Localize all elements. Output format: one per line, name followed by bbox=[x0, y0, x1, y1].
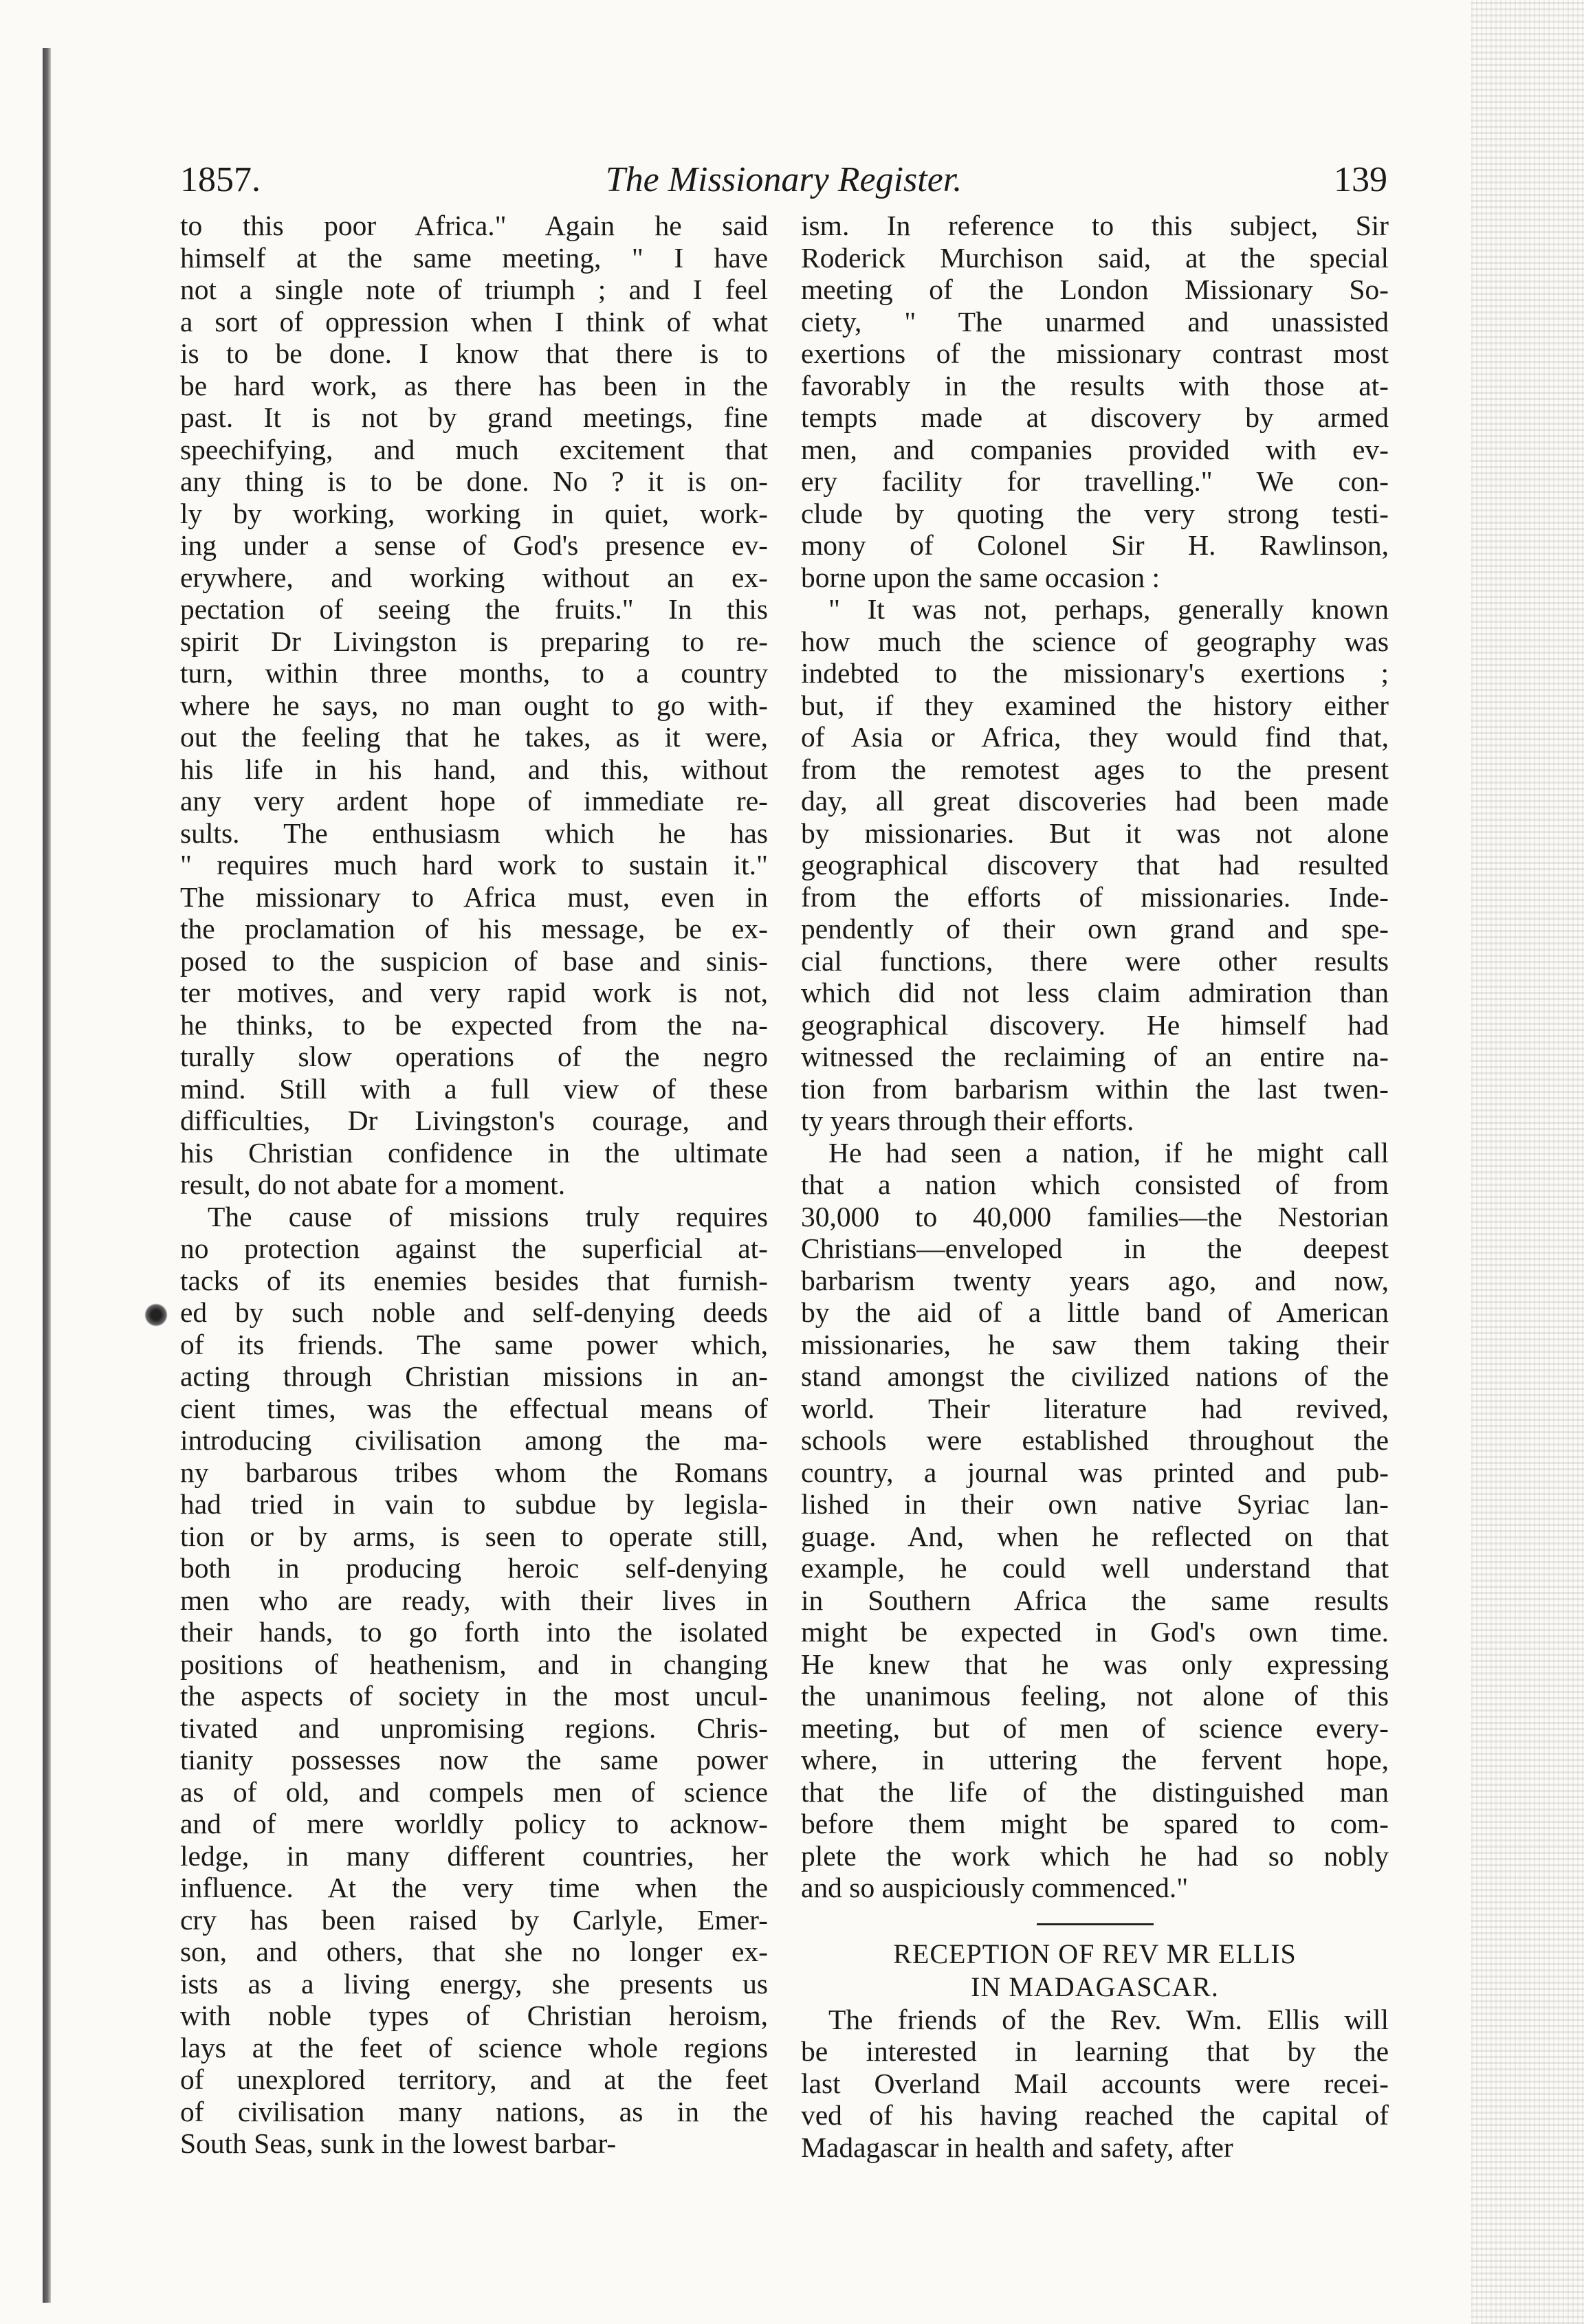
text-line: The cause of missions truly requires bbox=[208, 1200, 768, 1232]
text-line: example, he could well understand that bbox=[801, 1552, 1389, 1584]
text-line: clude by quoting the very strong testi- bbox=[801, 497, 1389, 529]
text-line: pectation of seeing the fruits." In this bbox=[180, 593, 768, 625]
text-line: spirit Dr Livingston is preparing to re- bbox=[180, 625, 768, 657]
text-line: he thinks, to be expected from the na- bbox=[180, 1008, 768, 1041]
text-line: tianity possesses now the same power bbox=[180, 1744, 768, 1775]
text-line: indebted to the missionary's exertions ; bbox=[801, 657, 1389, 689]
header-page-number: 139 bbox=[1334, 160, 1387, 199]
text-line: He had seen a nation, if he might call bbox=[828, 1136, 1389, 1169]
text-line: any thing is to be done. No ? it is on- bbox=[180, 465, 768, 497]
section-body bbox=[801, 2004, 1389, 2164]
text-line: schools were established throughout the bbox=[801, 1424, 1389, 1456]
text-line: of civilisation many nations, as in the bbox=[180, 2095, 768, 2127]
text-line: to this poor Africa." Again he said bbox=[180, 210, 768, 241]
text-line: " requires much hard work to sustain it." bbox=[180, 849, 768, 881]
text-line: with noble types of Christian heroism, bbox=[180, 2000, 768, 2031]
text-line: how much the science of geography was bbox=[801, 625, 1389, 657]
section-heading bbox=[801, 1938, 1389, 2004]
text-line: the aspects of society in the most uncul- bbox=[180, 1680, 768, 1712]
right-column-body bbox=[801, 210, 1389, 1904]
text-line: of unexplored territory, and at the feet bbox=[180, 2063, 768, 2095]
text-line: erywhere, and working without an ex- bbox=[180, 561, 768, 593]
text-line: meeting, but of men of science every- bbox=[801, 1712, 1389, 1744]
text-line: " It was not, perhaps, generally known bbox=[828, 593, 1389, 625]
text-line: be interested in learning that by the bbox=[801, 2035, 1389, 2067]
section-heading-line1: RECEPTION OF REV MR ELLIS bbox=[893, 1938, 1297, 1969]
text-line: as of old, and compels men of science bbox=[180, 1775, 768, 1808]
text-line: The missionary to Africa must, even in bbox=[180, 881, 768, 913]
text-line: cient times, was the effectual means of bbox=[180, 1392, 768, 1424]
text-line: where he says, no man ought to go with- bbox=[180, 689, 768, 721]
text-line: and of mere worldly policy to acknow- bbox=[180, 1808, 768, 1839]
text-line: any very ardent hope of immediate re- bbox=[180, 785, 768, 817]
text-line: ery facility for travelling." We con- bbox=[801, 465, 1389, 497]
text-line: 30,000 to 40,000 families—the Nestorian bbox=[801, 1200, 1389, 1232]
text-line: son, and others, that she no longer ex- bbox=[180, 1936, 768, 1967]
text-line: barbarism twenty years ago, and now, bbox=[801, 1264, 1389, 1296]
text-line: Christians—enveloped in the deepest bbox=[801, 1232, 1389, 1264]
text-line: lished in their own native Syriac lan- bbox=[801, 1488, 1389, 1520]
text-line: be hard work, as there has been in the bbox=[180, 369, 768, 401]
right-column bbox=[801, 210, 1389, 2163]
text-line: that the life of the distinguished man bbox=[801, 1775, 1389, 1808]
section-heading-line2: IN MADAGASCAR. bbox=[971, 1971, 1219, 2002]
text-line: meeting of the London Missionary So- bbox=[801, 274, 1389, 305]
text-line: in Southern Africa the same results bbox=[801, 1584, 1389, 1616]
text-line: day, all great discoveries had been made bbox=[801, 785, 1389, 817]
text-line: He knew that he was only expressing bbox=[801, 1648, 1389, 1680]
text-line: tivated and unpromising regions. Chris- bbox=[180, 1712, 768, 1744]
text-line: before them might be spared to com- bbox=[801, 1808, 1389, 1839]
text-line: influence. At the very time when the bbox=[180, 1872, 768, 1903]
text-line: pendently of their own grand and spe- bbox=[801, 913, 1389, 944]
text-line: by the aid of a little band of American bbox=[801, 1296, 1389, 1328]
text-line: the unanimous feeling, not alone of this bbox=[801, 1680, 1389, 1712]
text-line: which did not less claim admiration than bbox=[801, 977, 1389, 1008]
text-line: posed to the suspicion of base and sinis- bbox=[180, 944, 768, 977]
text-line: last Overland Mail accounts were recei- bbox=[801, 2067, 1389, 2099]
text-line: turn, within three months, to a country bbox=[180, 657, 768, 689]
header-year: 1857. bbox=[180, 160, 261, 199]
text-line: turally slow operations of the negro bbox=[180, 1041, 768, 1072]
text-line: South Seas, sunk in the lowest barbar- bbox=[180, 2127, 617, 2159]
text-line: by missionaries. But it was not alone bbox=[801, 817, 1389, 849]
text-line: acting through Christian missions in an- bbox=[180, 1360, 768, 1392]
text-line: difficulties, Dr Livingston's courage, and bbox=[180, 1105, 768, 1136]
text-line: favorably in the results with those at- bbox=[801, 369, 1389, 401]
text-line: ledge, in many different countries, her bbox=[180, 1839, 768, 1872]
text-line: tion from barbarism within the last twen- bbox=[801, 1072, 1389, 1105]
text-line: ty years through their efforts. bbox=[801, 1105, 1134, 1136]
printer-ornament-icon bbox=[144, 1303, 168, 1327]
text-line: no protection against the superficial at- bbox=[180, 1232, 768, 1264]
left-column bbox=[180, 210, 768, 2160]
text-line: his life in his hand, and this, without bbox=[180, 753, 768, 785]
text-line: geographical discovery that had resulted bbox=[801, 849, 1389, 881]
text-line: ly by working, working in quiet, work- bbox=[180, 497, 768, 529]
text-line: where, in uttering the fervent hope, bbox=[801, 1744, 1389, 1775]
text-line: men, and companies provided with ev- bbox=[801, 433, 1389, 465]
text-line: Roderick Murchison said, at the special bbox=[801, 241, 1389, 274]
scan-binding-shadow bbox=[43, 48, 51, 2303]
text-line: and so auspiciously commenced." bbox=[801, 1872, 1189, 1903]
text-line: result, do not abate for a moment. bbox=[180, 1169, 566, 1200]
text-line: positions of heathenism, and in changing bbox=[180, 1648, 768, 1680]
text-line: himself at the same meeting, " I have bbox=[180, 241, 768, 274]
text-line: world. Their literature had revived, bbox=[801, 1392, 1389, 1424]
text-line: might be expected in God's own time. bbox=[801, 1616, 1389, 1648]
text-line: ists as a living energy, she presents us bbox=[180, 1967, 768, 2000]
text-line: from the efforts of missionaries. Inde- bbox=[801, 881, 1389, 913]
text-line: from the remotest ages to the present bbox=[801, 753, 1389, 785]
text-line: guage. And, when he reflected on that bbox=[801, 1520, 1389, 1552]
text-line: The friends of the Rev. Wm. Ellis will bbox=[828, 2003, 1389, 2035]
text-line: mind. Still with a full view of these bbox=[180, 1072, 768, 1105]
text-line: country, a journal was printed and pub- bbox=[801, 1456, 1389, 1488]
text-line: ter motives, and very rapid work is not, bbox=[180, 977, 768, 1008]
text-line: ny barbarous tribes whom the Romans bbox=[180, 1456, 768, 1488]
text-line: sults. The enthusiasm which he has bbox=[180, 817, 768, 849]
text-line: the proclamation of his message, be ex- bbox=[180, 913, 768, 944]
text-line: lays at the feet of science whole regions bbox=[180, 2031, 768, 2063]
text-line: that a nation which consisted of from bbox=[801, 1169, 1389, 1200]
text-line: tempts made at discovery by armed bbox=[801, 401, 1389, 433]
text-line: Madagascar in health and safety, after bbox=[801, 2131, 1233, 2163]
scan-edge-noise bbox=[1471, 0, 1584, 2324]
text-line: stand amongst the civilized nations of the bbox=[801, 1360, 1389, 1392]
text-line: is to be done. I know that there is to bbox=[180, 337, 768, 369]
text-line: geographical discovery. He himself had bbox=[801, 1008, 1389, 1041]
page-header bbox=[180, 159, 1387, 208]
text-line: men who are ready, with their lives in bbox=[180, 1584, 768, 1616]
text-line: ed by such noble and self-denying deeds bbox=[180, 1296, 768, 1328]
text-line: both in producing heroic self-denying bbox=[180, 1552, 768, 1584]
text-line: missionaries, he saw them taking their bbox=[801, 1328, 1389, 1360]
text-line: plete the work which he had so nobly bbox=[801, 1839, 1389, 1872]
text-line: not a single note of triumph ; and I feel bbox=[180, 274, 768, 305]
text-line: his Christian confidence in the ultimate bbox=[180, 1136, 768, 1169]
text-line: introducing civilisation among the ma- bbox=[180, 1424, 768, 1456]
text-line: cry has been raised by Carlyle, Emer- bbox=[180, 1903, 768, 1936]
text-line: speechifying, and much excitement that bbox=[180, 433, 768, 465]
text-line: of Asia or Africa, they would find that, bbox=[801, 721, 1389, 753]
text-line: but, if they examined the history either bbox=[801, 689, 1389, 721]
text-line: cial functions, there were other results bbox=[801, 944, 1389, 977]
text-line: witnessed the reclaiming of an entire na- bbox=[801, 1041, 1389, 1072]
text-line: borne upon the same occasion : bbox=[801, 561, 1160, 593]
section-divider bbox=[1037, 1923, 1154, 1925]
text-line: tacks of its enemies besides that furnish- bbox=[180, 1264, 768, 1296]
text-line: tion or by arms, is seen to operate still, bbox=[180, 1520, 768, 1552]
text-line: past. It is not by grand meetings, fine bbox=[180, 401, 768, 433]
header-title: The Missionary Register. bbox=[605, 160, 962, 199]
text-line: exertions of the missionary contrast most bbox=[801, 337, 1389, 369]
text-line: out the feeling that he takes, as it were, bbox=[180, 721, 768, 753]
text-line: had tried in vain to subdue by legisla- bbox=[180, 1488, 768, 1520]
text-line: a sort of oppression when I think of what bbox=[180, 305, 768, 337]
text-line: ved of his having reached the capital of bbox=[801, 2099, 1389, 2131]
text-line: ism. In reference to this subject, Sir bbox=[801, 210, 1389, 241]
text-line: their hands, to go forth into the isolated bbox=[180, 1616, 768, 1648]
text-line: ing under a sense of God's presence ev- bbox=[180, 529, 768, 561]
text-line: ciety, " The unarmed and unassisted bbox=[801, 305, 1389, 337]
text-line: of its friends. The same power which, bbox=[180, 1328, 768, 1360]
text-line: mony of Colonel Sir H. Rawlinson, bbox=[801, 529, 1389, 561]
